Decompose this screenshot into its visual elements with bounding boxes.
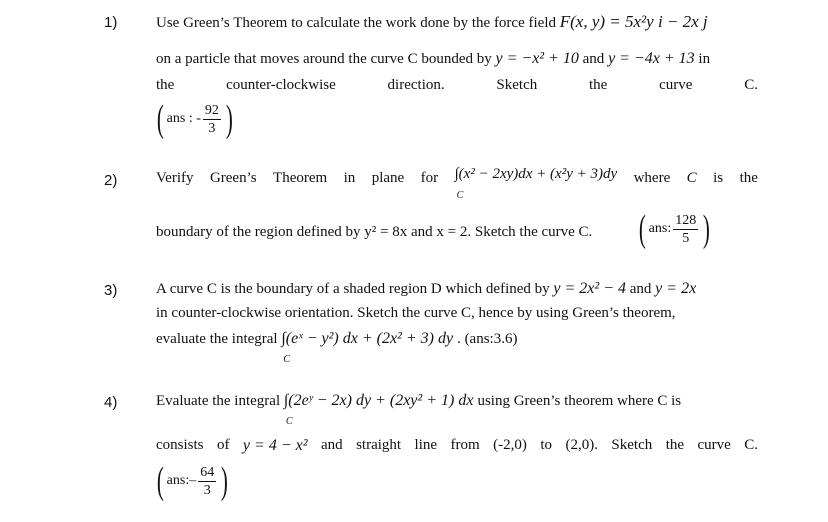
q2-answer-fraction <box>673 212 698 247</box>
q4-integral-subscript: C <box>285 416 293 427</box>
q2-word: Green’s <box>209 170 257 186</box>
q1-word: counter-clockwise <box>226 77 336 93</box>
q3-integral-expression: ∫(eˣ − y²) dx + (2x² + 3) dy <box>281 330 454 347</box>
left-paren: ( <box>156 98 164 140</box>
q4-answer-numerator: 64 <box>200 464 215 480</box>
q2-line2-text: boundary of the region defined by y² = 8x and x = 2. Sketch the curve C. <box>156 224 593 240</box>
right-paren: ) <box>225 98 233 140</box>
q4-answer-fraction <box>198 464 216 499</box>
q4-word: and <box>320 437 343 453</box>
question-1-line-2 <box>156 50 710 68</box>
q2-answer-label: ans: <box>648 221 672 236</box>
q3-answer: . (ans:3.6) <box>457 331 518 347</box>
q4-word: of <box>216 437 230 453</box>
q4-line1-tail: using Green’s theorem where C is <box>477 393 682 409</box>
question-4-line-2 <box>156 437 758 455</box>
q2-word: Theorem <box>273 170 328 186</box>
question-3-line-2 <box>156 305 676 322</box>
q2-word: in <box>343 170 356 186</box>
question-4-answer <box>154 462 231 500</box>
q4-integral-expression: ∫(2eʸ − 2x) dy + (2xy² + 1) dx <box>283 392 474 409</box>
q2-integral <box>454 166 618 201</box>
question-1-answer <box>154 100 236 138</box>
q4-word: (-2,0) <box>493 437 527 453</box>
q4-word: line <box>414 437 438 453</box>
q1-word: the <box>589 77 608 93</box>
q2-word: C <box>686 170 697 186</box>
q1-answer-numerator: 92 <box>204 102 219 118</box>
q4-integral <box>283 392 478 427</box>
question-2-answer <box>636 210 713 248</box>
q1-text: Use Green’s Theorem to calculate the work done by the force field <box>156 15 556 31</box>
q1-word: the <box>156 77 175 93</box>
question-3-line-1 <box>156 280 696 298</box>
question-2-number: 2) <box>104 172 118 189</box>
q1-force-field: F(x, y) = 5x²y i − 2x j <box>559 12 708 31</box>
q2-word: for <box>420 170 439 186</box>
q3-line2-text: in counter-clockwise orientation. Sketch the curve C, hence by using Green’s theorem, <box>156 305 676 321</box>
question-3-line-3 <box>156 330 518 365</box>
q2-integral-subscript: C <box>456 190 464 201</box>
q1-curve-2: y = −4x + 13 <box>608 50 695 67</box>
question-2-line-1 <box>156 166 758 201</box>
q4-word: curve <box>697 437 731 453</box>
q4-word: straight <box>356 437 402 453</box>
q1-word: Sketch <box>496 77 538 93</box>
q1-curve-1: y = −x² + 10 <box>495 50 579 67</box>
q2-answer-numerator: 128 <box>675 212 697 228</box>
question-1-number: 1) <box>104 14 118 31</box>
q4-answer-denominator: 3 <box>203 482 211 498</box>
q3-curve-1: y = 2x² − 4 <box>553 280 626 297</box>
q2-word: plane <box>371 170 405 186</box>
q4-curve: y = 4 − x² <box>242 437 308 454</box>
q1-answer-denominator: 3 <box>208 120 216 136</box>
q4-line1-text: Evaluate the integral <box>156 393 281 409</box>
q2-word: where <box>633 170 671 186</box>
q4-word: Sketch <box>611 437 653 453</box>
q2-word: the <box>739 170 758 186</box>
q4-word: to <box>540 437 552 453</box>
q1-answer-label: ans : - <box>166 111 201 126</box>
question-1-line-1 <box>156 12 708 32</box>
q4-word: (2,0). <box>565 437 598 453</box>
q1-and: and <box>582 51 605 67</box>
q4-word: the <box>665 437 685 453</box>
q3-integral <box>281 330 457 365</box>
q2-word: is <box>713 170 724 186</box>
q1-word: direction. <box>387 77 445 93</box>
right-paren: ) <box>221 460 229 502</box>
q4-word: consists <box>156 437 204 453</box>
q3-and: and <box>629 281 652 297</box>
q1-in: in <box>698 51 711 67</box>
q2-word: Verify <box>156 170 194 186</box>
left-paren: ( <box>638 208 646 250</box>
question-4-line-1 <box>156 392 682 427</box>
left-paren: ( <box>156 460 164 502</box>
q1-line2-text: on a particle that moves around the curve C bounded by <box>156 51 492 67</box>
q1-answer-fraction <box>203 102 221 137</box>
question-1-line-3 <box>156 77 758 94</box>
q2-answer-denominator: 5 <box>682 230 690 246</box>
q3-curve-2: y = 2x <box>655 280 697 297</box>
q3-integral-subscript: C <box>283 354 291 365</box>
q1-word: curve <box>659 77 693 93</box>
question-3-number: 3) <box>104 282 118 299</box>
right-paren: ) <box>703 208 711 250</box>
q3-line1-text: A curve C is the boundary of a shaded region D which defined by <box>156 281 550 297</box>
q1-word: C. <box>744 77 758 93</box>
q3-line3-text: evaluate the integral <box>156 331 278 347</box>
q4-answer-label: ans:– <box>166 473 197 488</box>
q4-word: C. <box>744 437 758 453</box>
question-4-number: 4) <box>104 394 118 411</box>
q4-word: from <box>450 437 480 453</box>
question-2-line-2 <box>156 224 592 241</box>
q2-integral-expression: ∫(x² − 2xy)dx + (x²y + 3)dy <box>454 166 618 182</box>
